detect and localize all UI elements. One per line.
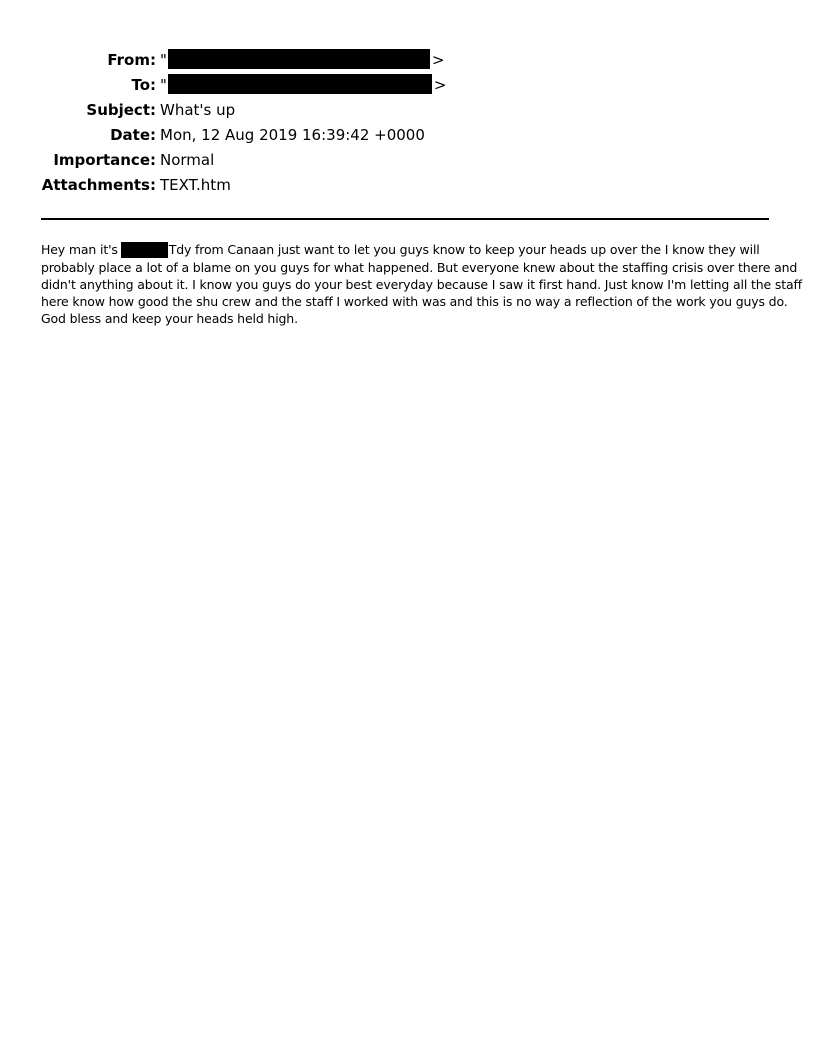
attachments-row	[0, 173, 816, 198]
subject-row	[0, 98, 816, 123]
message-line-1	[41, 241, 781, 259]
message-line-1-start: Hey man it's	[41, 242, 118, 257]
attachments-label: Attachments:	[41, 176, 156, 194]
to-label: To:	[131, 76, 156, 94]
message-body	[41, 241, 803, 327]
to-value	[160, 73, 446, 98]
subject-label: Subject:	[86, 101, 156, 119]
to-row	[0, 73, 816, 98]
from-redaction	[168, 49, 430, 69]
header-divider	[41, 218, 769, 220]
importance-row	[0, 148, 816, 173]
attachments-value: TEXT.htm	[160, 176, 231, 194]
message-line-3: didn't anything about it. I know you guys do your best everyday because I saw it first hand. Just know I'm letting all the staff	[41, 276, 803, 292]
message-line-4: here know how good the shu crew and the staff I worked with was and this is no way a reflection of the work you guys do.	[41, 293, 788, 309]
date-row	[0, 123, 816, 148]
subject-value: What's up	[160, 101, 236, 119]
to-redaction	[168, 74, 432, 94]
from-quote: "	[160, 51, 167, 69]
message-line-2: probably place a lot of a blame on you guys for what happened. But everyone knew about the staffing crisis over there and	[41, 259, 798, 275]
date-label: Date:	[110, 126, 156, 144]
to-suffix: >	[433, 76, 447, 94]
message-line-1-end: Tdy from Canaan just want to let you guys know to keep your heads up over the I know they will	[168, 242, 760, 257]
from-value	[160, 48, 444, 73]
name-redaction	[121, 242, 168, 258]
message-line-5: God bless and keep your heads held high.	[41, 311, 298, 327]
date-value: Mon, 12 Aug 2019 16:39:42 +0000	[160, 126, 425, 144]
from-suffix: >	[431, 51, 445, 69]
importance-label: Importance:	[53, 151, 156, 169]
importance-value: Normal	[160, 151, 215, 169]
from-label: From:	[107, 51, 156, 69]
to-quote: "	[160, 76, 167, 94]
from-row	[0, 48, 816, 73]
email-header	[0, 48, 816, 198]
